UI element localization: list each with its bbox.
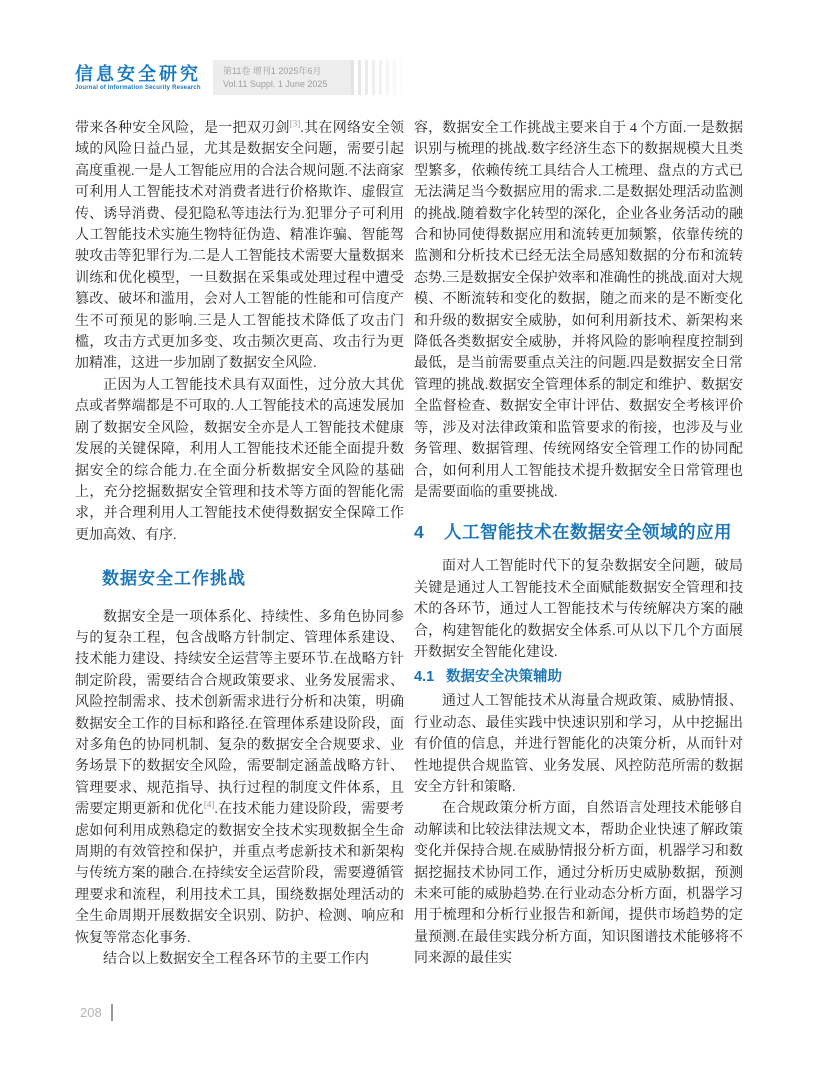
- section-number: 4: [414, 522, 424, 543]
- subsection-heading-4-1: [414, 666, 743, 688]
- paragraph: [75, 118, 404, 375]
- subsection-number: 4.1: [414, 669, 435, 686]
- paragraph-text: 带来各种安全风险，是一把双刃剑: [75, 121, 290, 136]
- paragraph: [75, 607, 404, 950]
- paragraph: 通过人工智能技术从海量合规政策、威胁情报、行业动态、最佳实践中快速识别和学习，从中挖掘出有价值的信息，并进行智能化的决策分析，从而针对性地提供合规监管、业务发展、风控防范所需的数据安全方针和策略.: [414, 694, 743, 795]
- journal-header: [75, 60, 413, 95]
- article-body: [75, 118, 743, 970]
- journal-title-en: Journal of Information Security Research: [75, 84, 201, 91]
- section-heading-4: [414, 519, 743, 545]
- paragraph: 结合以上数据安全工程各环节的主要工作内: [103, 952, 369, 968]
- paragraph-text: .在技术能力建设阶段，需要考虑如何利用成熟稳定的数据安全技术实现数据全生命周期的有效管控和保护，并重点考虑新技术和新架构与传统方案的融合.在持续安全运营阶段，需要遵循管理要求和流程，利用技术工具，围绕数据处理活动的全生命周期开展数据安全识别、防护、检测、响应和恢复等常态化事务.: [75, 802, 405, 946]
- volume-info-en: Vol.11 Suppl. 1 June 2025: [223, 78, 328, 89]
- subsection-title: 数据安全决策辅助: [446, 669, 562, 686]
- volume-info-cn: 第11卷 增刊1 2025年6月: [223, 65, 322, 76]
- paragraph-text: 数据安全是一项体系化、持续性、多角色协同参与的复杂工程，包含战略方针制定、管理体系建设、技术能力建设、持续安全运营等主要环节.在战略方针制定阶段，需要结合合规政策要求、业务发展需求、风险控制需求、技术创新需求进行分析和决策，明确数据安全工作的目标和路径.在管理体系建设阶段，面对多角色的协同机制、复杂的数据安全合规要求、业务场景下的数据安全风险，需要制定涵盖战略方针、管理要求、规范指导、执行过程的制度文件体系，且需要定期更新和优化: [75, 609, 404, 818]
- barcode-decoration: [351, 60, 413, 95]
- footer-divider: [111, 1004, 113, 1021]
- paragraph-text: .其在网络安全领域的风险日益凸显，尤其是数据安全问题，需要引起高度重视.一是人工智能应用的合法合规问题.不法商家可利用人工智能技术对消费者进行价格欺诈、虚假宣传、诱导消费、侵犯隐私等违法行为.犯罪分子可利用人工智能技术实施生物特征伪造、精准诈骗、智能驾驶攻击等犯罪行为.二是人工智能技术需要大量数据来训练和优化模型，一旦数据在采集或处理过程中遭受篡改、破坏和滥用，会对人工智能的性能和可信度产生不可预见的影响.三是人工智能技术降低了攻击门槛，攻击方式更加多变、攻击频次更高、攻击行为更加精准，这进一步加剧了数据安全风险.: [75, 121, 405, 372]
- paragraph: 正因为人工智能技术具有双面性，过分放大其优点或者弊端都是不可取的.人工智能技术的高速发展加剧了数据安全风险，数据安全亦是人工智能技术健康发展的关键保障，利用人工智能技术还能全面提升数据安全的综合能力.在全面分析数据安全风险的基础上，充分挖掘数据安全管理和技术等方面的智能化需求，并合理利用人工智能技术使得数据安全保障工作更加高效、有序.: [75, 377, 404, 543]
- page-footer: [80, 1004, 113, 1021]
- section-title: 人工智能技术在数据安全领域的应用: [444, 522, 732, 543]
- paragraph: 在合规政策分析方面，自然语言处理技术能够自动解读和比较法律法规文本，帮助企业快速了解政策变化并保持合规.在威胁情报分析方面，机器学习和数据挖掘技术协同工作，通过分析历史威胁数据，预测未来可能的威胁趋势.在行业动态分析方面，机器学习用于梳理和分析行业报告和新闻，提供市场趋势的定量预测.在最佳实践分析方面，知识图谱技术能够将不同来源的最佳实: [414, 801, 743, 967]
- paragraph: 容，数据安全工作挑战主要来自于 4 个方面.一是数据识别与梳理的挑战.数字经济生态下的数据规模大且类型繁多，依赖传统工具结合人工梳理、盘点的方式已无法满足当今数据应用的需求.二是数据处理活动监测的挑战.随着数字化转型的深化，企业各业务活动的融合和协同使得数据应用和流转更加频繁，依靠传统的监测和分析技术已经无法全局感知数据的分布和流转态势.三是数据安全保护效率和准确性的挑战.面对大规模、不断流转和变化的数据，随之而来的是不断变化和升级的数据安全威胁，如何利用新技术、新架构来降低各类数据安全威胁，并将风险的影响程度控制到最低，是当前需要重点关注的问题.四是数据安全日常管理的挑战.数据安全管理体系的制定和维护、数据安全监督检查、数据安全审计评估、数据安全考核评价等，涉及对法律政策和监管要求的衔接，也涉及与业务管理、数据管理、传统网络安全管理工作的协同配合，如何利用人工智能技术提升数据安全日常管理也是需要面临的重要挑战.: [414, 121, 743, 500]
- journal-title-cn: 信息安全研究: [75, 63, 201, 84]
- left-column: [75, 118, 404, 970]
- paragraph: 面对人工智能时代下的复杂数据安全问题，破局关键是通过人工智能技术全面赋能数据安全管理和技术的各环节，通过人工智能技术与传统解决方案的融合，构建智能化的数据安全体系.可从以下几个方面展开数据安全智能化建设.: [414, 559, 743, 660]
- right-column: [414, 118, 743, 970]
- section-heading-data-security-challenges: 数据安全工作挑战: [102, 569, 246, 589]
- journal-logo: [75, 60, 201, 95]
- volume-info-box: [213, 60, 351, 95]
- page-number: 208: [80, 1005, 102, 1020]
- citation-ref-3: [3]: [289, 118, 301, 129]
- citation-ref-4: [4]: [203, 799, 215, 810]
